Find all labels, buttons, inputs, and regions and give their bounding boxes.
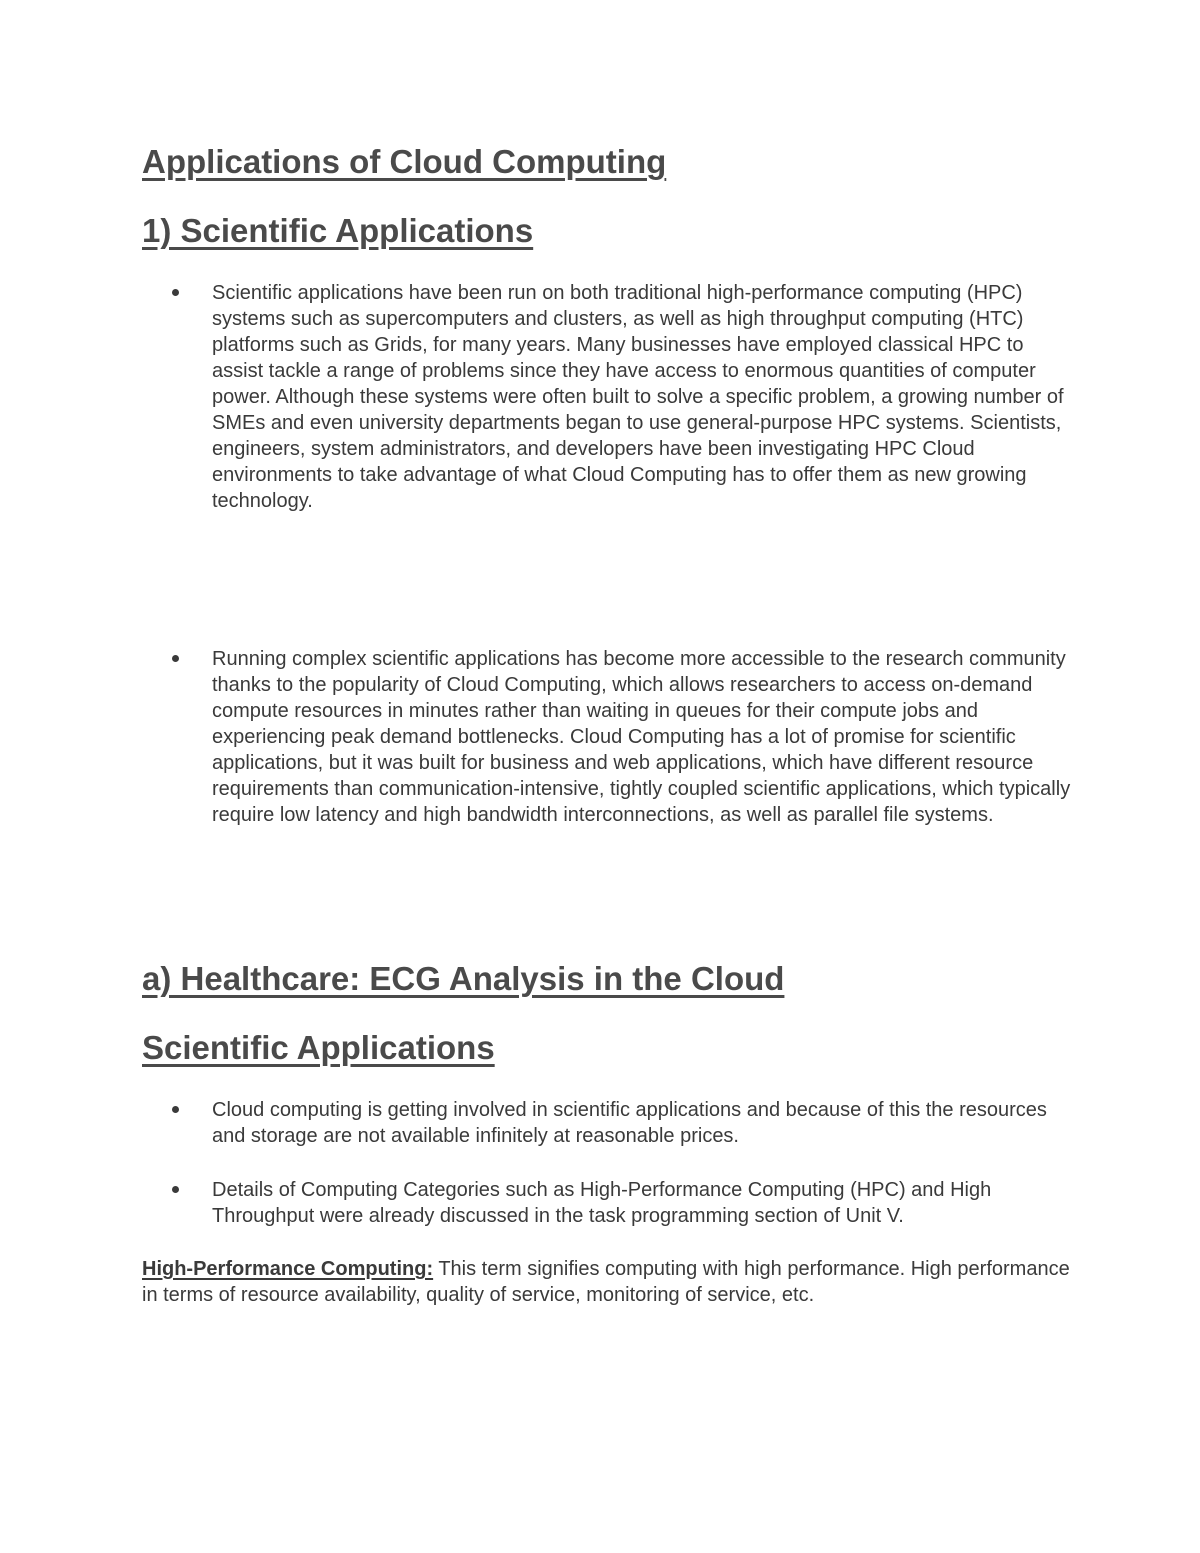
bullet-icon [172,655,179,662]
bullet-text: Cloud computing is getting involved in scientific applications and because of this the resources and storage are not available infinitely at reasonable prices. [212,1099,1047,1147]
bullet-icon [172,289,179,296]
list-item [142,1177,1072,1229]
bullet-text: Details of Computing Categories such as High-Performance Computing (HPC) and High Throughput were already discussed in the task programming section of Unit V. [212,1179,992,1227]
subheading-scientific-applications: Scientific Applications [142,1029,495,1066]
definition-term: High-Performance Computing: [142,1258,434,1280]
section-heading-scientific-applications: 1) Scientific Applications [142,212,534,249]
section-heading-healthcare: a) Healthcare: ECG Analysis in the Cloud [142,960,785,997]
list-item [142,1097,1072,1149]
bullet-icon [172,1106,179,1113]
bullet-icon [172,1186,179,1193]
bullet-text: Scientific applications have been run on both traditional high-performance computing (HPC) systems such as supercomputers and clusters, as well as high throughput computing (HTC) platforms such as Grids, for many years. Many businesses have employed classical HPC to assist tackle a range of problems since they have access to enormous quantities of computer power. Although these systems were often built to solve a specific problem, a growing number of SMEs and even university departments began to use general-purpose HPC systems. Scientists, engineers, system administrators, and developers have been investigating HPC Cloud environments to take advantage of what Cloud Computing has to offer them as new growing technology. [212,282,1064,512]
list-item [142,646,1072,828]
bullet-text: Running complex scientific applications has become more accessible to the research community thanks to the popularity of Cloud Computing, which allows researchers to access on-demand compute resources in minutes rather than waiting in queues for their compute jobs and experiencing peak demand bottlenecks. Cloud Computing has a lot of promise for scientific applications, but it was built for business and web applications, which have different resource requirements than communication-intensive, tightly coupled scientific applications, which typically require low latency and high bandwidth interconnections, as well as parallel file systems. [212,648,1071,826]
document-title: Applications of Cloud Computing [142,143,667,180]
definition-text: This term signifies computing with high performance. High performance in terms of resource availability, quality of service, monitoring of service, etc. [142,1258,1070,1306]
definition-paragraph [142,1256,1072,1308]
list-item [142,280,1072,514]
